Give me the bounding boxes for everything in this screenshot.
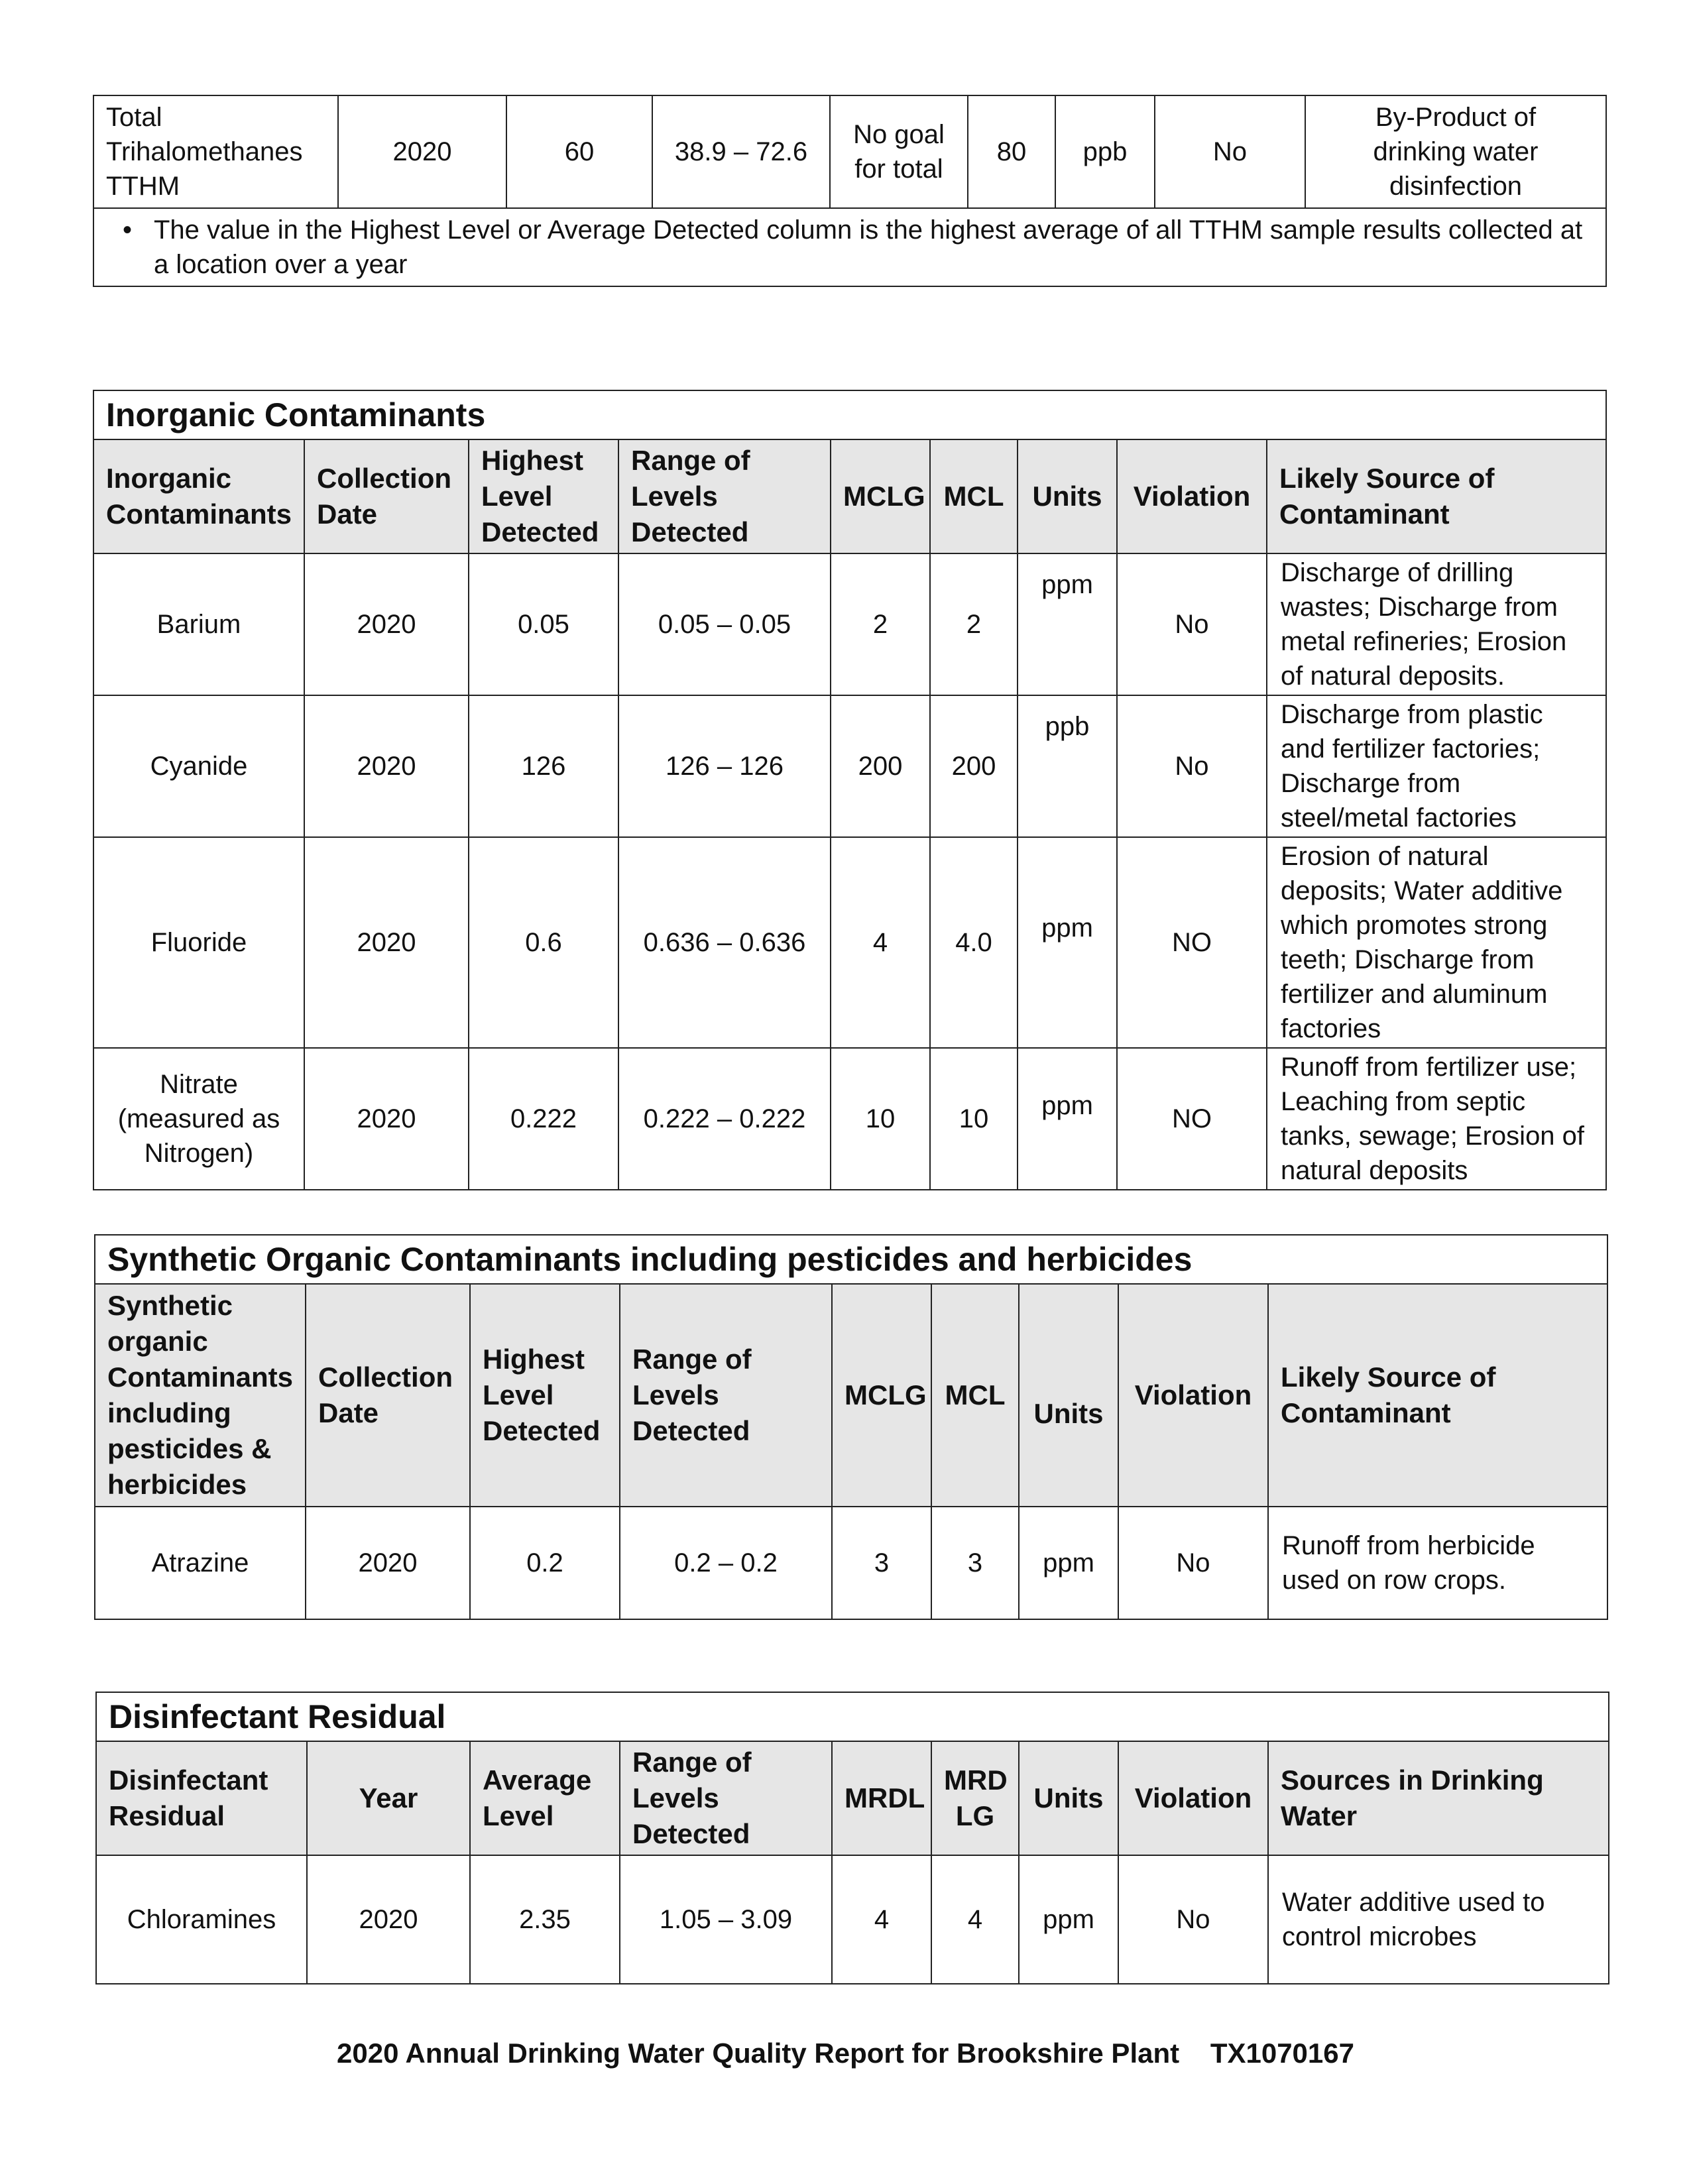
units-value: ppm <box>1018 1048 1117 1190</box>
tthm-row <box>93 95 1606 208</box>
tthm-range: 38.9 – 72.6 <box>652 95 830 208</box>
contaminant-name: Barium <box>93 553 304 695</box>
col-header-units: Units <box>1019 1284 1118 1507</box>
range-levels: 126 – 126 <box>618 695 831 837</box>
units-value: ppm <box>1019 1855 1118 1984</box>
table-row <box>96 1855 1609 1984</box>
tthm-source: By-Product of drinking water disinfection <box>1305 95 1606 208</box>
collection-date: 2020 <box>304 837 469 1048</box>
col-header-year: Year <box>307 1741 470 1855</box>
contaminant-name: Atrazine <box>95 1507 306 1619</box>
inorganic-title: Inorganic Contaminants <box>93 390 1606 439</box>
mclg-value: 4 <box>831 837 930 1048</box>
table-row <box>93 1048 1606 1190</box>
col-header-mclg: MCLG <box>832 1284 931 1507</box>
violation-value: NO <box>1117 1048 1267 1190</box>
mrdlg-value: 4 <box>931 1855 1019 1984</box>
likely-source: Discharge of drilling wastes; Discharge from metal refineries; Erosion of natural deposits. <box>1267 553 1606 695</box>
tthm-mcl: 80 <box>968 95 1055 208</box>
average-level: 2.35 <box>470 1855 620 1984</box>
range-levels: 0.222 – 0.222 <box>618 1048 831 1190</box>
disinfectant-table <box>95 1692 1609 1984</box>
col-header-mcl: MCL <box>931 1284 1019 1507</box>
col-header-violation: Violation <box>1118 1284 1268 1507</box>
mcl-value: 2 <box>930 553 1018 695</box>
collection-date: 2020 <box>304 553 469 695</box>
tthm-note-text: The value in the Highest Level or Average Detected column is the highest average of all TTHM sample results collected at a location over a year <box>154 215 1583 279</box>
col-header-contaminant: Synthetic organic Contaminants including pesticides & herbicides <box>95 1284 306 1507</box>
likely-source: Discharge from plastic and fertilizer factories; Discharge from steel/metal factories <box>1267 695 1606 837</box>
col-header-mcl: MCL <box>930 439 1018 553</box>
contaminant-name: Fluoride <box>93 837 304 1048</box>
mclg-value: 3 <box>832 1507 931 1619</box>
report-footer <box>0 2035 1691 2072</box>
col-header-violation: Violation <box>1117 439 1267 553</box>
table-row <box>93 837 1606 1048</box>
synthetic-title: Synthetic Organic Contaminants including pesticides and herbicides <box>95 1235 1607 1284</box>
mcl-value: 3 <box>931 1507 1019 1619</box>
col-header-mclg: MCLG <box>831 439 930 553</box>
tthm-highest: 60 <box>506 95 652 208</box>
disinfectant-header-row <box>96 1741 1609 1855</box>
col-header-mrdl: MRDL <box>832 1741 931 1855</box>
tthm-note-row <box>93 208 1606 286</box>
col-header-source: Likely Source of Contaminant <box>1268 1284 1607 1507</box>
highest-level: 0.05 <box>469 553 618 695</box>
violation-value: No <box>1117 695 1267 837</box>
range-levels: 0.636 – 0.636 <box>618 837 831 1048</box>
units-value: ppb <box>1018 695 1117 837</box>
table-row <box>93 553 1606 695</box>
mrdl-value: 4 <box>832 1855 931 1984</box>
highest-level: 0.6 <box>469 837 618 1048</box>
col-header-date: Collection Date <box>306 1284 470 1507</box>
collection-date: 2020 <box>304 695 469 837</box>
col-header-range: Range of Levels Detected <box>620 1284 832 1507</box>
col-header-highest: Highest Level Detected <box>469 439 618 553</box>
violation-value: No <box>1117 553 1267 695</box>
tthm-date: 2020 <box>338 95 506 208</box>
range-levels: 0.05 – 0.05 <box>618 553 831 695</box>
table-row <box>93 695 1606 837</box>
likely-source: Erosion of natural deposits; Water additive which promotes strong teeth; Discharge from fertilizer and aluminum factories <box>1267 837 1606 1048</box>
col-header-date: Collection Date <box>304 439 469 553</box>
col-header-residual: Disinfectant Residual <box>96 1741 307 1855</box>
violation-value: No <box>1118 1855 1268 1984</box>
highest-level: 0.222 <box>469 1048 618 1190</box>
tthm-name: Total Trihalomethanes TTHM <box>93 95 338 208</box>
footer-text: 2020 Annual Drinking Water Quality Report for Brookshire Plant <box>337 2038 1180 2069</box>
tthm-note <box>93 208 1606 286</box>
range-levels: 1.05 – 3.09 <box>620 1855 832 1984</box>
synthetic-table <box>94 1234 1608 1620</box>
year-value: 2020 <box>307 1855 470 1984</box>
contaminant-name: Cyanide <box>93 695 304 837</box>
range-levels: 0.2 – 0.2 <box>620 1507 832 1619</box>
synthetic-header-row <box>95 1284 1607 1507</box>
units-value: ppm <box>1019 1507 1118 1619</box>
highest-level: 0.2 <box>470 1507 620 1619</box>
col-header-units: Units <box>1019 1741 1118 1855</box>
col-header-range: Range of Levels Detected <box>618 439 831 553</box>
collection-date: 2020 <box>304 1048 469 1190</box>
table-row <box>95 1507 1607 1619</box>
tthm-violation: No <box>1155 95 1305 208</box>
tthm-units: ppb <box>1055 95 1155 208</box>
mclg-value: 200 <box>831 695 930 837</box>
disinfectant-title: Disinfectant Residual <box>96 1692 1609 1741</box>
col-header-average: Average Level <box>470 1741 620 1855</box>
col-header-contaminant: Inorganic Contaminants <box>93 439 304 553</box>
tthm-mclg: No goal for total <box>830 95 968 208</box>
tthm-table <box>93 95 1607 287</box>
units-value: ppm <box>1018 837 1117 1048</box>
violation-value: NO <box>1117 837 1267 1048</box>
synthetic-title-row <box>95 1235 1607 1284</box>
residual-name: Chloramines <box>96 1855 307 1984</box>
mclg-value: 2 <box>831 553 930 695</box>
bullet-icon: • <box>122 215 132 245</box>
contaminant-name: Nitrate (measured as Nitrogen) <box>93 1048 304 1190</box>
collection-date: 2020 <box>306 1507 470 1619</box>
likely-source: Runoff from fertilizer use; Leaching from septic tanks, sewage; Erosion of natural deposits <box>1267 1048 1606 1190</box>
highest-level: 126 <box>469 695 618 837</box>
disinfectant-title-row <box>96 1692 1609 1741</box>
inorganic-header-row <box>93 439 1606 553</box>
inorganic-title-row <box>93 390 1606 439</box>
mcl-value: 10 <box>930 1048 1018 1190</box>
violation-value: No <box>1118 1507 1268 1619</box>
likely-source: Runoff from herbicide used on row crops. <box>1268 1507 1607 1619</box>
col-header-range: Range of Levels Detected <box>620 1741 832 1855</box>
col-header-violation: Violation <box>1118 1741 1268 1855</box>
inorganic-table <box>93 390 1607 1190</box>
col-header-source: Likely Source of Contaminant <box>1267 439 1606 553</box>
drinking-water-source: Water additive used to control microbes <box>1268 1855 1609 1984</box>
col-header-units: Units <box>1018 439 1117 553</box>
mcl-value: 4.0 <box>930 837 1018 1048</box>
col-header-mrdlg: MRD LG <box>931 1741 1019 1855</box>
units-value: ppm <box>1018 553 1117 695</box>
mclg-value: 10 <box>831 1048 930 1190</box>
system-id: TX1070167 <box>1210 2038 1354 2069</box>
col-header-highest: Highest Level Detected <box>470 1284 620 1507</box>
mcl-value: 200 <box>930 695 1018 837</box>
col-header-sources: Sources in Drinking Water <box>1268 1741 1609 1855</box>
